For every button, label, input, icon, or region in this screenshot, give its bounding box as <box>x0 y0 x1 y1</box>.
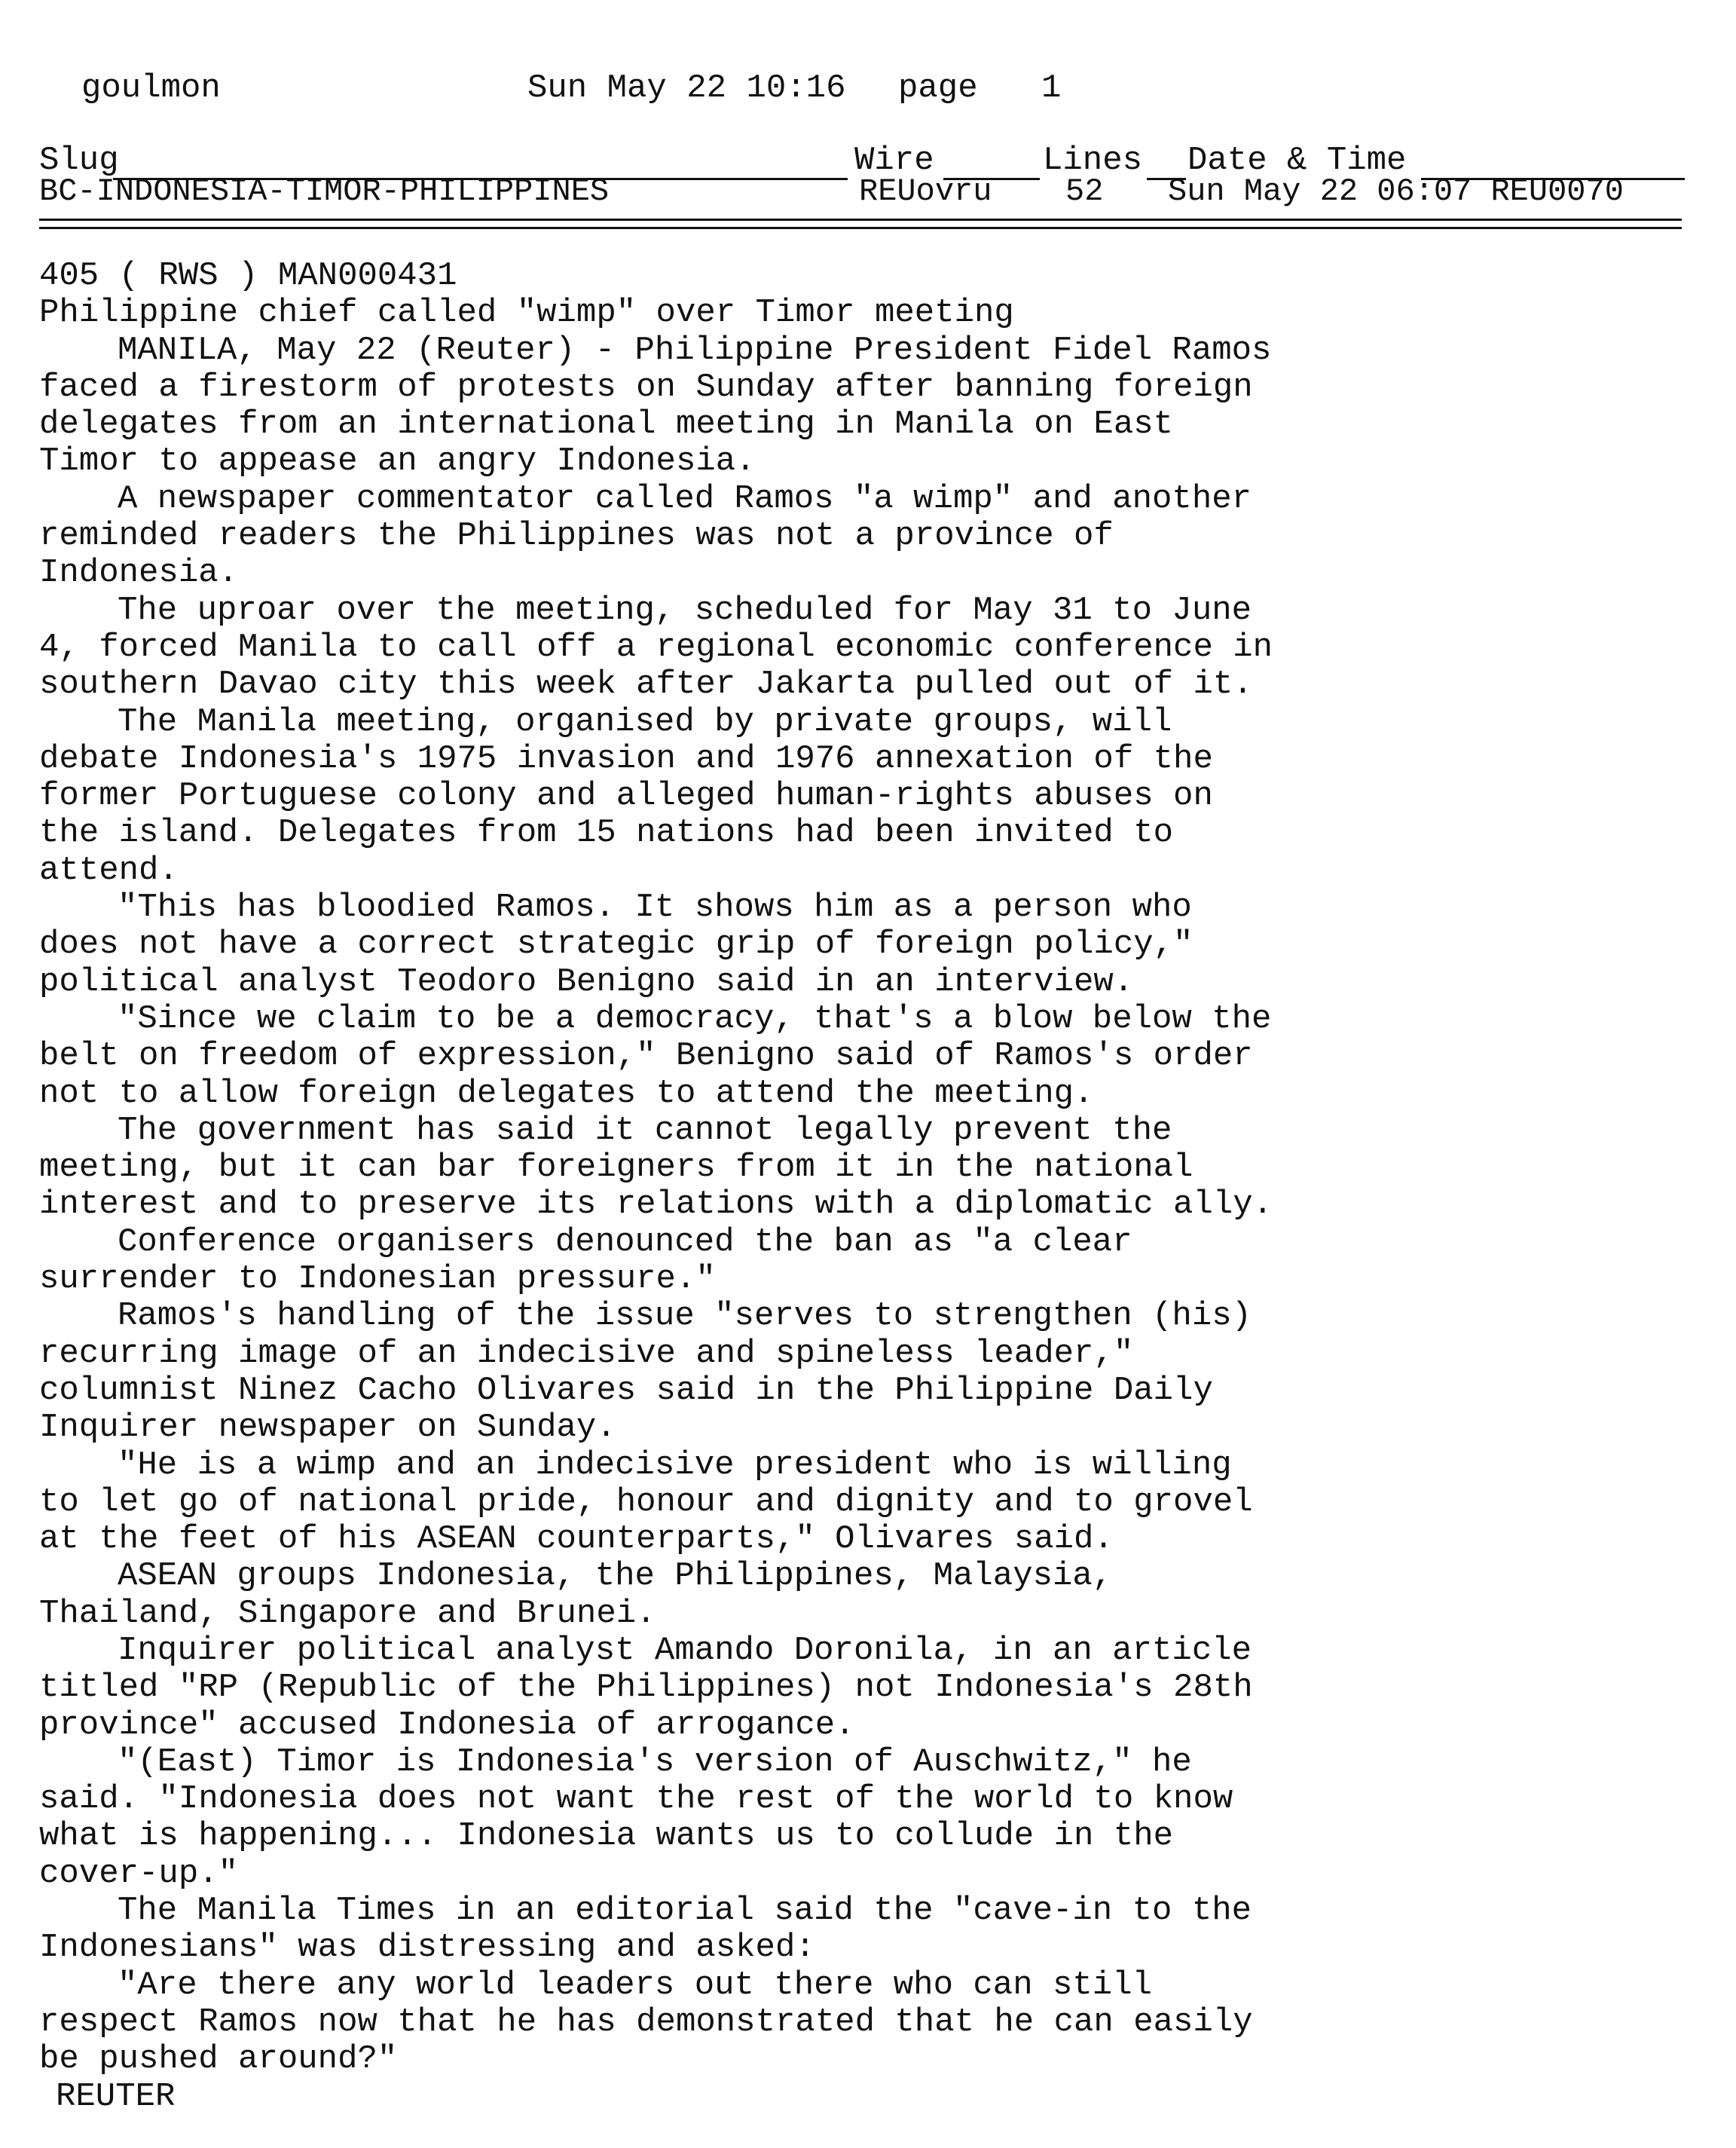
story-line: titled "RP (Republic of the Philippines) not Indonesia's 28th <box>39 1669 1253 1707</box>
story-line: Ramos's handling of the issue "serves to strengthen (his) <box>118 1297 1252 1336</box>
story-line: MANILA, May 22 (Reuter) - Philippine President Fidel Ramos <box>118 331 1272 369</box>
story-line: Inquirer political analyst Amando Doronila, in an article <box>118 1631 1252 1669</box>
operator-name: goulmon <box>81 69 221 107</box>
story-line: not to allow foreign delegates to attend the meeting. <box>39 1074 1094 1112</box>
story-line: interest and to preserve its relations with a diplomatic ally. <box>39 1186 1273 1224</box>
story-line: at the feet of his ASEAN counterparts," Olivares said. <box>39 1520 1114 1559</box>
story-line: Conference organisers denounced the ban as "a clear <box>118 1222 1132 1261</box>
print-datestamp: Sun May 22 10:16 <box>527 69 846 107</box>
story-line: province" accused Indonesia of arrogance. <box>39 1706 855 1744</box>
story-line: debate Indonesia's 1975 invasion and 1976 annexation of the <box>39 739 1213 778</box>
story-line: Inquirer newspaper on Sunday. <box>39 1409 616 1447</box>
story-line: "This has bloodied Ramos. It shows him as a person who <box>118 889 1192 927</box>
story-line: southern Davao city this week after Jakarta pulled out of it. <box>39 666 1253 704</box>
story-line: the island. Delegates from 15 nations had been invited to <box>39 814 1174 852</box>
page-label: page <box>898 69 978 107</box>
story-line: surrender to Indonesian pressure." <box>39 1260 716 1299</box>
story-line: "He is a wimp and an indecisive president who is willing <box>118 1446 1232 1484</box>
story-line: what is happening... Indonesia wants us to collude in the <box>39 1817 1174 1856</box>
story-id-line: 405 ( RWS ) MAN000431 <box>39 257 457 295</box>
story-line: The uproar over the meeting, scheduled for May 31 to June <box>118 591 1252 629</box>
story-line: Indonesia. <box>39 554 239 592</box>
story-line: The Manila Times in an editorial said the "cave-in to the <box>118 1892 1252 1930</box>
story-body <box>39 258 1697 2116</box>
story-line: Indonesians" was distressing and asked: <box>39 1929 815 1967</box>
header-double-rule <box>39 219 1682 229</box>
story-line: former Portuguese colony and alleged human-rights abuses on <box>39 777 1213 815</box>
signoff: REUTER <box>56 2077 176 2116</box>
story-line: does not have a correct strategic grip of foreign policy," <box>39 926 1194 964</box>
story-line: said. "Indonesia does not want the rest of the world to know <box>39 1780 1233 1819</box>
story-line: 4, forced Manila to call off a regional economic conference in <box>39 628 1273 666</box>
wire-label: Wire <box>854 142 934 179</box>
story-line: The Manila meeting, organised by private groups, will <box>118 702 1172 741</box>
story-line: cover-up." <box>39 1854 239 1893</box>
story-line: "Since we claim to be a democracy, that's a blow below the <box>118 999 1272 1038</box>
story-line: columnist Ninez Cacho Olivares said in the Philippine Daily <box>39 1371 1213 1409</box>
story-line: be pushed around?" <box>39 2040 398 2079</box>
wire-value: REUovru <box>859 173 992 210</box>
story-line: political analyst Teodoro Benigno said in an interview. <box>39 962 1134 1001</box>
story-line: belt on freedom of expression," Benigno said of Ramos's order <box>39 1037 1253 1076</box>
lines-label: Lines <box>1043 142 1143 179</box>
story-line: reminded readers the Philippines was not a province of <box>39 517 1114 555</box>
story-line: respect Ramos now that he has demonstrated that he can easily <box>39 2003 1253 2041</box>
story-line: ASEAN groups Indonesia, the Philippines, Malaysia, <box>118 1557 1113 1596</box>
datetime-value: Sun May 22 06:07 REU0070 <box>1168 173 1624 210</box>
story-line: delegates from an international meeting in Manila on East <box>39 405 1174 444</box>
story-line: "(East) Timor is Indonesia's version of Auschwitz," he <box>118 1743 1192 1781</box>
lines-value: 52 <box>1065 173 1104 210</box>
story-line: meeting, but it can bar foreigners from it in the national <box>39 1149 1194 1187</box>
datetime-label: Date & Time <box>1187 142 1407 179</box>
story-line: A newspaper commentator called Ramos "a wimp" and another <box>118 479 1252 518</box>
story-line: to let go of national pride, honour and dignity and to grovel <box>39 1482 1253 1521</box>
headline: Philippine chief called "wimp" over Timor meeting <box>39 294 1014 332</box>
story-line: Thailand, Singapore and Brunei. <box>39 1594 656 1632</box>
slug-value: BC-INDONESIA-TIMOR-PHILIPPINES <box>39 173 610 210</box>
slug-label: Slug <box>39 142 119 179</box>
story-line: The government has said it cannot legally prevent the <box>118 1111 1172 1149</box>
story-line: "Are there any world leaders out there who can still <box>118 1966 1153 2004</box>
story-line: recurring image of an indecisive and spineless leader," <box>39 1334 1134 1372</box>
page-number: 1 <box>1041 69 1062 107</box>
story-line: faced a firestorm of protests on Sunday after banning foreign <box>39 368 1253 406</box>
story-line: attend. <box>39 851 179 889</box>
story-line: Timor to appease an angry Indonesia. <box>39 442 756 481</box>
